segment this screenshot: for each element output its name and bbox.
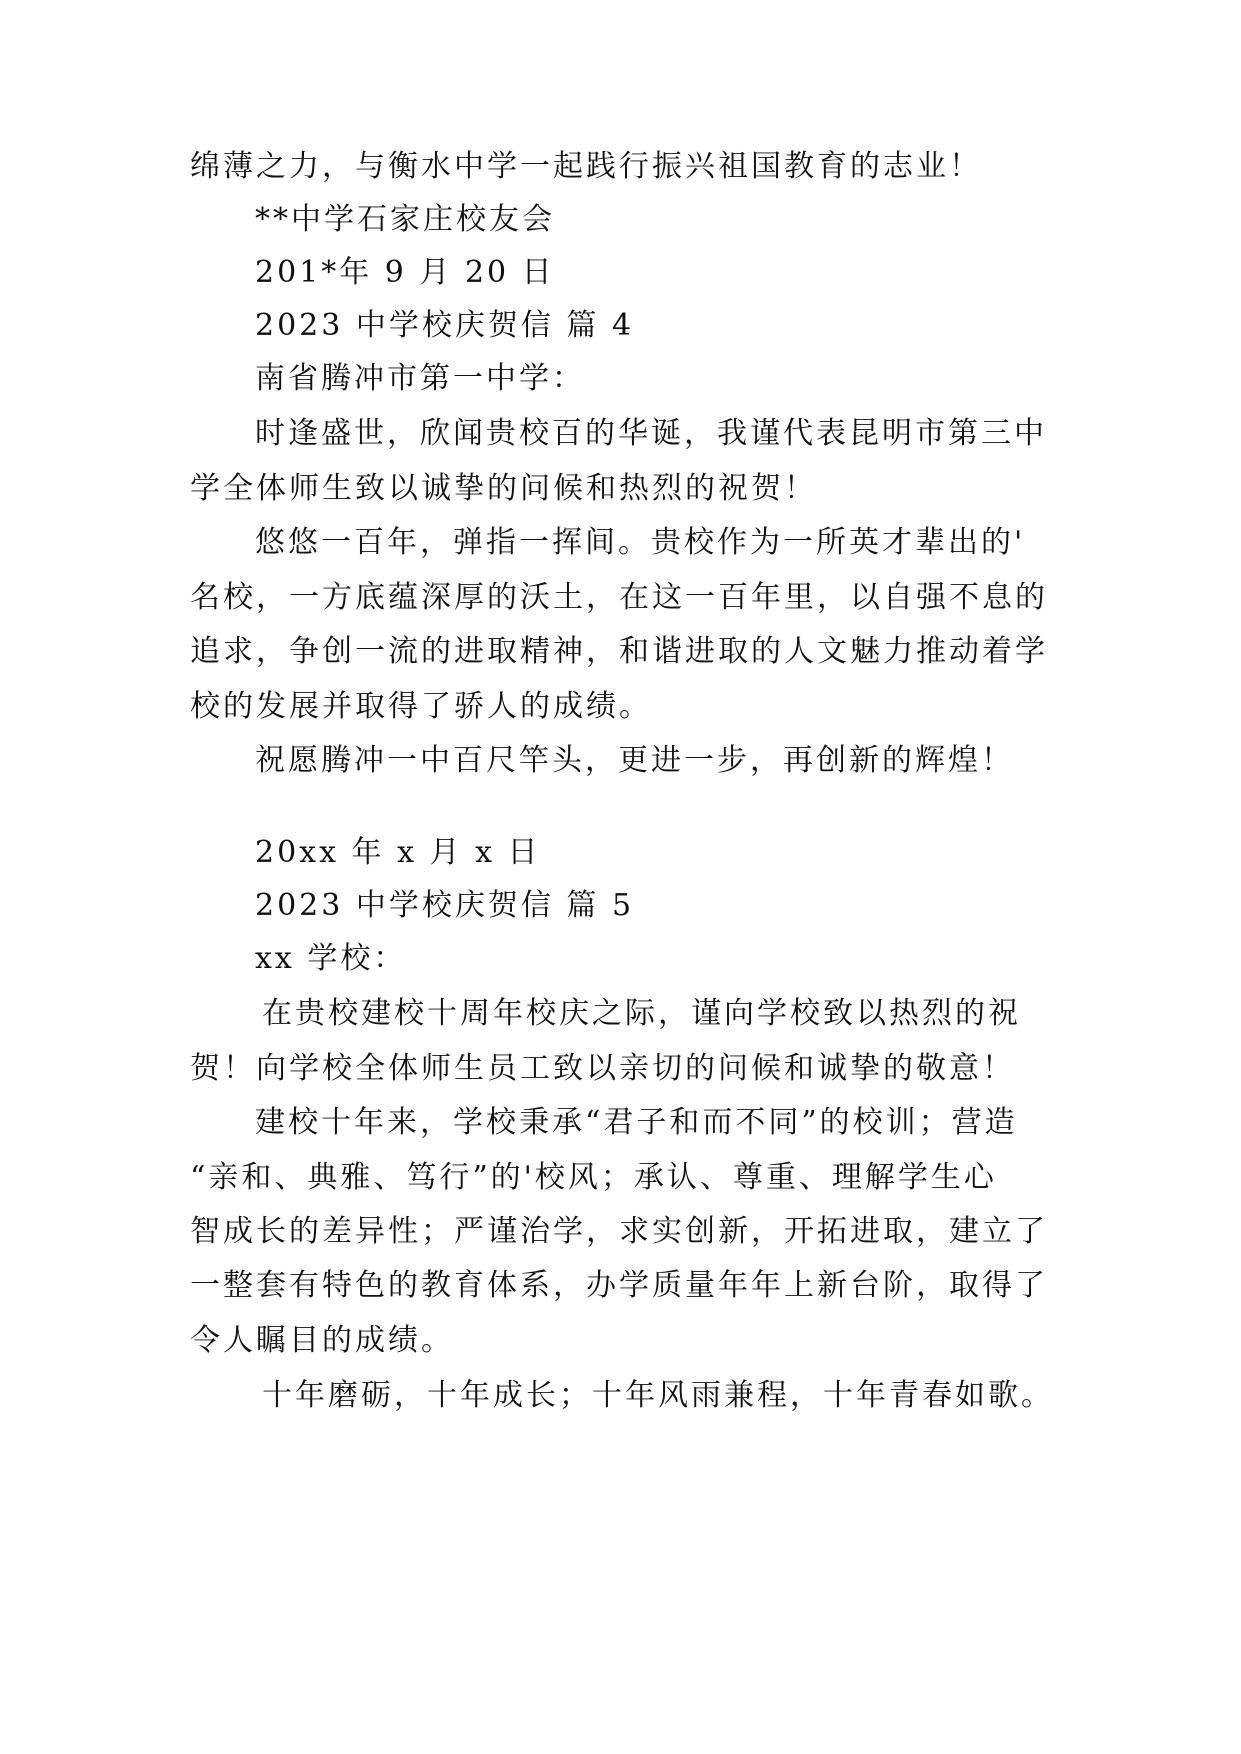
text-line: 祝愿腾冲一中百尺竿头，更进一步，再创新的辉煌！ bbox=[255, 743, 1014, 778]
text-line: 令人瞩目的成绩。 bbox=[190, 1323, 454, 1358]
text-line: 一整套有特色的教育体系，办学质量年年上新台阶，取得了 bbox=[190, 1268, 1048, 1303]
signature-org: **中学石家庄校友会 bbox=[255, 202, 555, 237]
text-line: 追求，争创一流的进取精神，和谐进取的人文魅力推动着学 bbox=[190, 634, 1048, 669]
text-line: 绵薄之力，与衡水中学一起践行振兴祖国教育的志业！ bbox=[190, 149, 982, 184]
text-line: 悠悠一百年，弹指一挥间。贵校作为一所英才辈出的' bbox=[255, 525, 1026, 560]
text-line: 十年磨砺，十年成长；十年风雨兼程，十年青春如歌。 bbox=[262, 1378, 1054, 1413]
signature-date: 201*年 9 月 20 日 bbox=[255, 255, 555, 290]
section-heading: 2023 中学校庆贺信 篇 4 bbox=[255, 308, 635, 343]
text-line: 智成长的差异性；严谨治学，求实创新，开拓进取，建立了 bbox=[190, 1214, 1048, 1249]
text-line: 学全体师生致以诚挚的问候和热烈的祝贺！ bbox=[190, 471, 817, 506]
text-line: 在贵校建校十周年校庆之际，谨向学校致以热烈的祝 bbox=[262, 996, 1021, 1031]
text-line: 贺！向学校全体师生员工致以亲切的问候和诚挚的敬意！ bbox=[190, 1051, 1015, 1086]
date-line: 20xx 年 x 月 x 日 bbox=[255, 835, 541, 870]
text-line: “亲和、典雅、笃行”的'校风；承认、尊重、理解学生心 bbox=[190, 1160, 997, 1195]
text-line: 校的发展并取得了骄人的成绩。 bbox=[190, 689, 652, 724]
text-line: 建校十年来，学校秉承“君子和而不同”的校训；营造 bbox=[255, 1105, 1018, 1140]
text-line: 时逢盛世，欣闻贵校百的华诞，我谨代表昆明市第三中 bbox=[255, 416, 1047, 451]
section-heading: 2023 中学校庆贺信 篇 5 bbox=[255, 888, 635, 923]
salutation: xx 学校： bbox=[255, 941, 407, 976]
text-line: 名校，一方底蕴深厚的沃土，在这一百年里，以自强不息的 bbox=[190, 580, 1048, 615]
salutation: 南省腾冲市第一中学： bbox=[255, 361, 585, 396]
